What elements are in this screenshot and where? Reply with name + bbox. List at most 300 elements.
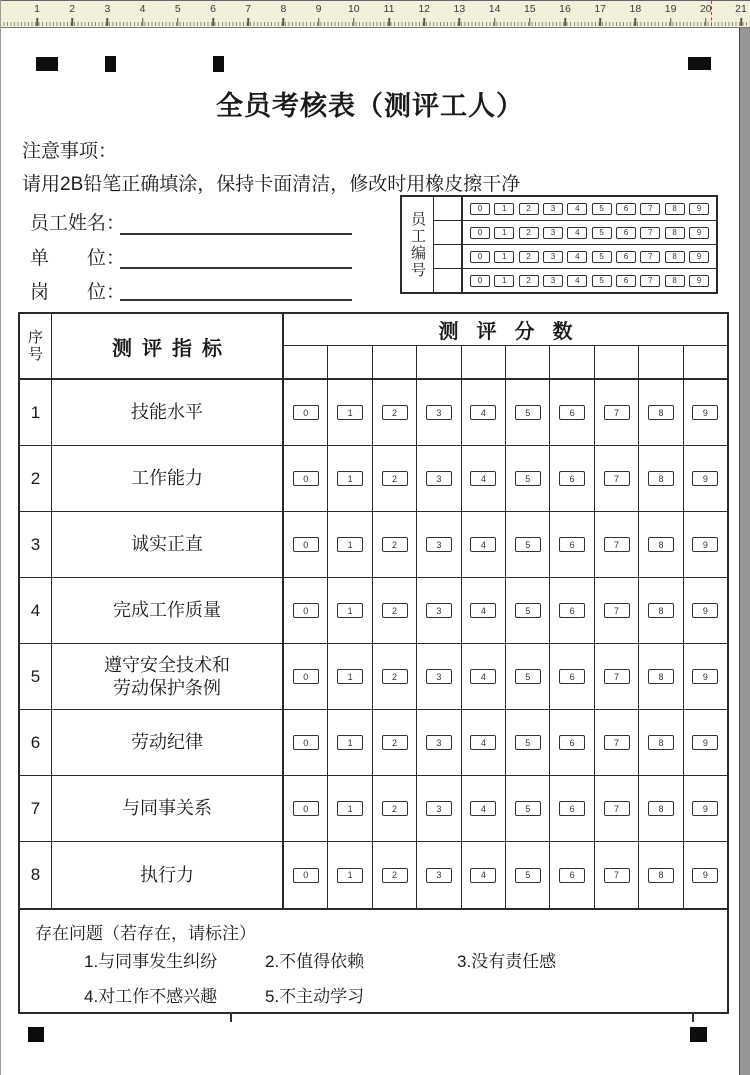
employee-id-label: 员工编号	[402, 197, 434, 292]
ruler-major-tick	[71, 18, 73, 26]
employee-id-bubble-r4-9[interactable]: 9	[689, 275, 709, 287]
score-bubble-row4-0[interactable]: 0	[293, 603, 319, 618]
score-cell	[683, 842, 727, 908]
score-cell	[505, 446, 549, 511]
score-bubble-row2-8[interactable]: 8	[648, 471, 674, 486]
score-bubble-row7-6[interactable]: 6	[559, 801, 585, 816]
score-bubble-row3-0[interactable]: 0	[293, 537, 319, 552]
score-cell	[327, 644, 371, 709]
score-bubble-row1-9[interactable]: 9	[692, 405, 718, 420]
row-number: 2	[20, 446, 52, 511]
score-bubble-row2-0[interactable]: 0	[293, 471, 319, 486]
indicator-line: 诚实正直	[131, 534, 203, 555]
ruler-major-tick	[459, 18, 461, 26]
row-indicator	[52, 380, 284, 445]
employee-id-bubble-r2-7[interactable]: 7	[640, 227, 660, 239]
ruler-number-6: 6	[210, 3, 216, 15]
score-bubble-row5-0[interactable]: 0	[293, 669, 319, 684]
score-bubble-row8-2[interactable]: 2	[382, 868, 408, 883]
ruler-major-tick	[705, 18, 707, 26]
score-bubble-row8-8[interactable]: 8	[648, 868, 674, 883]
employee-name-write-line[interactable]	[120, 233, 352, 235]
score-subheader-cell-2	[372, 346, 416, 378]
score-bubble-row8-6[interactable]: 6	[559, 868, 585, 883]
employee-id-bubble-r4-4[interactable]: 4	[567, 275, 587, 287]
score-bubble-row1-1[interactable]: 1	[337, 405, 363, 420]
notice-heading: 注意事项：	[22, 141, 118, 162]
employee-id-section	[400, 195, 718, 294]
ruler-number-4: 4	[139, 3, 146, 15]
employee-id-bubble-r2-5[interactable]: 5	[592, 227, 612, 239]
score-bubble-row5-8[interactable]: 8	[648, 669, 674, 684]
score-cell	[327, 842, 371, 908]
score-bubble-row2-9[interactable]: 9	[692, 471, 718, 486]
score-cell	[461, 578, 505, 643]
score-bubble-row8-5[interactable]: 5	[515, 868, 541, 883]
ruler-number-17: 17	[594, 3, 607, 15]
employee-id-bubble-r1-5[interactable]: 5	[592, 203, 612, 215]
row-number: 5	[20, 644, 52, 709]
table-row-2	[20, 446, 727, 512]
ruler-major-tick	[177, 18, 179, 26]
employee-id-bubble-r3-1[interactable]: 1	[494, 251, 514, 263]
row-indicator	[52, 776, 284, 841]
score-bubble-row7-3[interactable]: 3	[426, 801, 452, 816]
form-title: 全员考核表（测评工人）	[216, 91, 524, 121]
score-bubble-row4-4[interactable]: 4	[470, 603, 496, 618]
problems-row-2	[20, 982, 727, 1004]
employee-id-write-cell-2[interactable]	[434, 221, 463, 244]
score-cell	[505, 578, 549, 643]
row-score-cells	[284, 644, 727, 709]
score-bubble-row5-4[interactable]: 4	[470, 669, 496, 684]
ruler-number-11: 11	[383, 3, 395, 15]
score-cell	[549, 710, 593, 775]
score-cell	[372, 512, 416, 577]
score-cell	[416, 380, 460, 445]
score-cell	[372, 842, 416, 908]
row-number: 8	[20, 842, 52, 908]
score-bubble-row8-0[interactable]: 0	[293, 868, 319, 883]
employee-id-bubble-r3-0[interactable]: 0	[470, 251, 490, 263]
score-cell	[638, 776, 682, 841]
score-cell	[372, 644, 416, 709]
score-bubble-row5-5[interactable]: 5	[515, 669, 541, 684]
score-cell	[416, 710, 460, 775]
employee-id-bubble-r2-8[interactable]: 8	[665, 227, 685, 239]
ruler-number-19: 19	[664, 3, 677, 15]
score-bubble-row1-3[interactable]: 3	[426, 405, 452, 420]
employee-id-bubble-r2-3[interactable]: 3	[543, 227, 563, 239]
employee-id-row-4	[434, 269, 716, 292]
score-bubble-row5-2[interactable]: 2	[382, 669, 408, 684]
score-bubble-row4-2[interactable]: 2	[382, 603, 408, 618]
score-bubble-row5-9[interactable]: 9	[692, 669, 718, 684]
row-indicator	[52, 446, 284, 511]
score-cell	[683, 512, 727, 577]
score-cell	[594, 842, 638, 908]
score-cell	[549, 776, 593, 841]
ruler-major-tick	[423, 18, 425, 26]
ruler-number-14: 14	[488, 3, 501, 15]
score-cell	[683, 644, 727, 709]
table-header	[20, 314, 727, 380]
ruler-major-tick	[353, 18, 355, 26]
row-number: 6	[20, 710, 52, 775]
score-cell	[594, 446, 638, 511]
score-bubble-row8-7[interactable]: 7	[604, 868, 630, 883]
score-cell	[594, 710, 638, 775]
score-bubble-row2-3[interactable]: 3	[426, 471, 452, 486]
score-subheader-cell-8	[638, 346, 682, 378]
row-indicator	[52, 644, 284, 709]
indicator-line: 工作能力	[131, 468, 203, 489]
row-indicator	[52, 842, 284, 908]
score-bubble-row4-5[interactable]: 5	[515, 603, 541, 618]
score-bubble-row3-7[interactable]: 7	[604, 537, 630, 552]
table-row-4	[20, 578, 727, 644]
ruler-major-tick	[529, 18, 531, 26]
score-cell	[549, 380, 593, 445]
score-bubble-row1-4[interactable]: 4	[470, 405, 496, 420]
ruler-number-2: 2	[69, 3, 76, 15]
score-cell	[505, 644, 549, 709]
row-score-cells	[284, 842, 727, 908]
employee-id-bubble-r3-9[interactable]: 9	[689, 251, 709, 263]
score-bubble-row6-9[interactable]: 9	[692, 735, 718, 750]
score-cell	[284, 446, 327, 511]
problems-section	[20, 908, 727, 1012]
indicator-line: 遵守安全技术和	[104, 655, 230, 675]
ruler-number-20: 20	[699, 3, 712, 15]
row-score-cells	[284, 380, 727, 445]
score-bubble-row4-1[interactable]: 1	[337, 603, 363, 618]
score-cell	[327, 380, 371, 445]
score-cell	[284, 710, 327, 775]
ruler-minor-ticks	[0, 22, 750, 26]
employee-id-bubble-r4-7[interactable]: 7	[640, 275, 660, 287]
score-bubble-row3-4[interactable]: 4	[470, 537, 496, 552]
employee-id-bubble-r3-8[interactable]: 8	[665, 251, 685, 263]
employee-id-bubble-r1-4[interactable]: 4	[567, 203, 587, 215]
score-bubble-row7-2[interactable]: 2	[382, 801, 408, 816]
score-bubble-row8-9[interactable]: 9	[692, 868, 718, 883]
ruler-major-tick	[318, 18, 320, 26]
score-bubble-row3-3[interactable]: 3	[426, 537, 452, 552]
table-row-6	[20, 710, 727, 776]
employee-id-bubble-r2-0[interactable]: 0	[470, 227, 490, 239]
indicator-line: 劳动保护条例	[113, 677, 221, 698]
employee-id-row-1	[434, 197, 716, 221]
table-row-1	[20, 380, 727, 446]
ruler-major-tick	[599, 18, 601, 26]
score-bubble-row2-6[interactable]: 6	[559, 471, 585, 486]
score-bubble-row6-6[interactable]: 6	[559, 735, 585, 750]
score-cell	[372, 578, 416, 643]
score-cell	[416, 776, 460, 841]
employee-id-bubble-r1-7[interactable]: 7	[640, 203, 660, 215]
score-cell	[284, 644, 327, 709]
score-cell	[372, 446, 416, 511]
header-score-label: 测评分数	[284, 314, 727, 346]
problem-item-2: 2.不值得依赖	[265, 952, 365, 971]
notice-instruction: 请用2B铅笔正确填涂，保持卡面清洁，修改时用橡皮擦干净	[22, 174, 521, 195]
score-cell	[549, 512, 593, 577]
score-cell	[683, 446, 727, 511]
score-bubble-row6-4[interactable]: 4	[470, 735, 496, 750]
score-bubble-row5-3[interactable]: 3	[426, 669, 452, 684]
problem-item-5: 5.不主动学习	[265, 987, 365, 1006]
score-cell	[416, 578, 460, 643]
score-cell	[549, 842, 593, 908]
score-cell	[505, 380, 549, 445]
employee-id-bubble-row-2	[463, 221, 716, 244]
score-cell	[638, 380, 682, 445]
score-cell	[638, 644, 682, 709]
score-cell	[683, 578, 727, 643]
score-bubble-row6-2[interactable]: 2	[382, 735, 408, 750]
employee-id-bubble-r2-9[interactable]: 9	[689, 227, 709, 239]
ruler-number-1: 1	[34, 3, 40, 15]
score-bubble-row5-1[interactable]: 1	[337, 669, 363, 684]
score-bubble-row8-4[interactable]: 4	[470, 868, 496, 883]
table-row-7	[20, 776, 727, 842]
score-bubble-row4-8[interactable]: 8	[648, 603, 674, 618]
employee-id-bubble-r3-5[interactable]: 5	[592, 251, 612, 263]
score-cell	[461, 710, 505, 775]
score-bubble-row3-8[interactable]: 8	[648, 537, 674, 552]
employee-id-bubble-r3-3[interactable]: 3	[543, 251, 563, 263]
score-cell	[505, 512, 549, 577]
score-bubble-row8-3[interactable]: 3	[426, 868, 452, 883]
unit-write-line[interactable]	[120, 267, 352, 269]
indicator-line: 劳动纪律	[131, 732, 203, 753]
registration-mark-top-2	[213, 56, 224, 72]
score-subheader-cell-5	[505, 346, 549, 378]
employee-id-bubble-r4-1[interactable]: 1	[494, 275, 514, 287]
score-bubble-row7-5[interactable]: 5	[515, 801, 541, 816]
ruler-major-tick	[635, 18, 637, 26]
ruler-number-5: 5	[174, 3, 181, 15]
field-label-employee-name: 员工姓名：	[30, 213, 126, 234]
employee-id-bubble-r1-3[interactable]: 3	[543, 203, 563, 215]
ruler-number-13: 13	[453, 3, 466, 15]
score-cell	[461, 446, 505, 511]
score-bubble-row4-6[interactable]: 6	[559, 603, 585, 618]
score-cell	[683, 776, 727, 841]
score-bubble-row7-1[interactable]: 1	[337, 801, 363, 816]
score-cell	[416, 512, 460, 577]
ruler-major-tick	[670, 18, 672, 26]
score-cell	[327, 446, 371, 511]
score-bubble-row7-9[interactable]: 9	[692, 801, 718, 816]
score-bubble-row3-6[interactable]: 6	[559, 537, 585, 552]
score-bubble-row2-5[interactable]: 5	[515, 471, 541, 486]
problem-item-3: 3.没有责任感	[457, 952, 557, 971]
score-bubble-row7-7[interactable]: 7	[604, 801, 630, 816]
ruler-number-7: 7	[245, 3, 252, 15]
ruler-major-tick	[247, 18, 249, 26]
score-bubble-row2-7[interactable]: 7	[604, 471, 630, 486]
ruler-major-tick	[36, 18, 38, 26]
employee-id-bubble-r4-8[interactable]: 8	[665, 275, 685, 287]
ruler	[0, 0, 750, 28]
score-cell	[327, 578, 371, 643]
score-bubble-row4-9[interactable]: 9	[692, 603, 718, 618]
score-bubble-row6-3[interactable]: 3	[426, 735, 452, 750]
employee-id-bubble-r1-1[interactable]: 1	[494, 203, 514, 215]
employee-id-bubble-r4-0[interactable]: 0	[470, 275, 490, 287]
employee-id-bubble-r3-4[interactable]: 4	[567, 251, 587, 263]
score-bubble-row1-6[interactable]: 6	[559, 405, 585, 420]
page-right-edge	[739, 28, 750, 1075]
employee-id-bubble-r1-6[interactable]: 6	[616, 203, 636, 215]
position-write-line[interactable]	[120, 299, 352, 301]
score-cell	[638, 842, 682, 908]
score-cell	[372, 776, 416, 841]
registration-mark-top-left	[36, 57, 58, 71]
score-bubble-row5-7[interactable]: 7	[604, 669, 630, 684]
indicator-line: 技能水平	[131, 402, 203, 423]
score-cell	[416, 842, 460, 908]
score-cell	[284, 380, 327, 445]
score-cell	[638, 578, 682, 643]
table-row-3	[20, 512, 727, 578]
timing-tick-left	[230, 1012, 232, 1022]
score-cell	[638, 446, 682, 511]
employee-id-bubble-r1-9[interactable]: 9	[689, 203, 709, 215]
score-cell	[594, 644, 638, 709]
score-cell	[549, 644, 593, 709]
row-score-cells	[284, 446, 727, 511]
ruler-major-tick	[388, 18, 390, 26]
problems-heading: 存在问题（若存在，请标注）	[35, 924, 256, 943]
score-bubble-row1-7[interactable]: 7	[604, 405, 630, 420]
score-cell	[683, 380, 727, 445]
ruler-major-tick	[142, 18, 144, 26]
employee-id-bubble-r3-6[interactable]: 6	[616, 251, 636, 263]
table-row-8	[20, 842, 727, 908]
employee-id-bubble-r4-3[interactable]: 3	[543, 275, 563, 287]
score-cell	[505, 776, 549, 841]
employee-id-bubble-r3-7[interactable]: 7	[640, 251, 660, 263]
row-indicator	[52, 512, 284, 577]
score-bubble-row6-7[interactable]: 7	[604, 735, 630, 750]
score-bubble-row4-7[interactable]: 7	[604, 603, 630, 618]
score-cell	[372, 710, 416, 775]
score-cell	[461, 776, 505, 841]
field-label-position: 岗 位：	[30, 282, 126, 303]
score-bubble-row1-5[interactable]: 5	[515, 405, 541, 420]
score-bubble-row2-2[interactable]: 2	[382, 471, 408, 486]
score-bubble-row2-1[interactable]: 1	[337, 471, 363, 486]
ruler-number-18: 18	[629, 3, 642, 15]
header-indicator-label: 测评指标	[52, 314, 284, 378]
score-subheader-cell-7	[594, 346, 638, 378]
employee-id-bubble-r2-2[interactable]: 2	[519, 227, 539, 239]
score-cell	[284, 512, 327, 577]
score-cell	[594, 776, 638, 841]
ruler-major-tick	[740, 18, 742, 26]
ruler-number-8: 8	[280, 3, 287, 15]
row-number: 4	[20, 578, 52, 643]
score-cell	[416, 446, 460, 511]
score-cell	[505, 842, 549, 908]
score-cell	[505, 710, 549, 775]
ruler-number-3: 3	[104, 3, 111, 15]
employee-id-row-2	[434, 221, 716, 245]
ruler-number-15: 15	[523, 3, 536, 15]
score-bubble-row8-1[interactable]: 1	[337, 868, 363, 883]
score-bubble-row3-9[interactable]: 9	[692, 537, 718, 552]
score-bubble-row5-6[interactable]: 6	[559, 669, 585, 684]
score-cell	[594, 578, 638, 643]
score-bubble-row6-1[interactable]: 1	[337, 735, 363, 750]
employee-id-bubble-r1-0[interactable]: 0	[470, 203, 490, 215]
employee-id-write-cell-1[interactable]	[434, 197, 463, 220]
employee-id-bubble-r4-6[interactable]: 6	[616, 275, 636, 287]
score-bubble-row1-2[interactable]: 2	[382, 405, 408, 420]
score-cell	[594, 380, 638, 445]
score-bubble-row2-4[interactable]: 4	[470, 471, 496, 486]
employee-id-bubble-r2-6[interactable]: 6	[616, 227, 636, 239]
employee-id-bubble-r1-2[interactable]: 2	[519, 203, 539, 215]
row-score-cells	[284, 578, 727, 643]
employee-id-bubble-r2-1[interactable]: 1	[494, 227, 514, 239]
score-cell	[461, 512, 505, 577]
score-cell	[327, 710, 371, 775]
score-cell	[372, 380, 416, 445]
score-bubble-row7-0[interactable]: 0	[293, 801, 319, 816]
employee-id-bubble-r4-5[interactable]: 5	[592, 275, 612, 287]
score-bubble-row7-4[interactable]: 4	[470, 801, 496, 816]
row-score-cells	[284, 710, 727, 775]
registration-mark-bottom-left	[28, 1027, 44, 1042]
score-bubble-row7-8[interactable]: 8	[648, 801, 674, 816]
score-bubble-row3-1[interactable]: 1	[337, 537, 363, 552]
score-cell	[549, 446, 593, 511]
employee-id-write-cell-3[interactable]	[434, 245, 463, 268]
score-bubble-row3-5[interactable]: 5	[515, 537, 541, 552]
score-cell	[327, 776, 371, 841]
employee-id-bubble-row-1	[463, 197, 716, 220]
row-indicator	[52, 578, 284, 643]
score-bubble-row6-5[interactable]: 5	[515, 735, 541, 750]
employee-id-write-cell-4[interactable]	[434, 269, 463, 292]
indicator-line: 执行力	[140, 864, 194, 885]
score-cell	[683, 710, 727, 775]
ruler-major-tick	[564, 18, 566, 26]
problem-item-1: 1.与同事发生纠纷	[84, 952, 218, 971]
employee-id-bubble-r4-2[interactable]: 2	[519, 275, 539, 287]
score-bubble-row1-0[interactable]: 0	[293, 405, 319, 420]
employee-id-bubble-r3-2[interactable]: 2	[519, 251, 539, 263]
score-bubble-row1-8[interactable]: 8	[648, 405, 674, 420]
score-bubble-row4-3[interactable]: 3	[426, 603, 452, 618]
score-cell	[549, 578, 593, 643]
score-subheader-row	[284, 346, 727, 378]
score-bubble-row6-8[interactable]: 8	[648, 735, 674, 750]
ruler-number-16: 16	[559, 3, 571, 15]
ruler-red-guide-line	[711, 1, 712, 26]
employee-id-bubble-r1-8[interactable]: 8	[665, 203, 685, 215]
employee-id-bubble-r2-4[interactable]: 4	[567, 227, 587, 239]
ruler-number-10: 10	[347, 3, 360, 15]
score-bubble-row3-2[interactable]: 2	[382, 537, 408, 552]
employee-id-row-3	[434, 245, 716, 269]
score-bubble-row6-0[interactable]: 0	[293, 735, 319, 750]
score-cell	[416, 644, 460, 709]
